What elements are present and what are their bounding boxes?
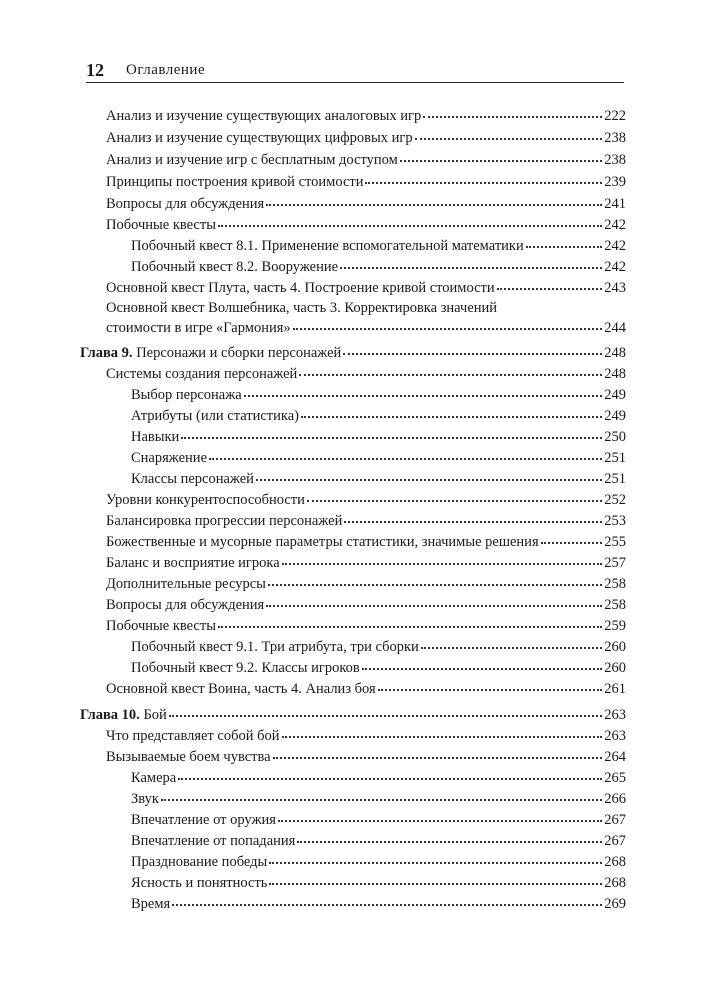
toc-entry[interactable]: Баланс и восприятие игрока 257 [106,553,626,573]
toc-entry-sub[interactable]: Побочный квест 8.2. Вооружение 242 [131,257,626,277]
toc-entry[interactable]: Балансировка прогрессии персонажей 253 [106,511,626,531]
toc-entry-sub[interactable]: Классы персонажей 251 [131,469,626,489]
chapter-label: Глава 9. [80,345,133,361]
toc-entry[interactable]: Уровни конкурентоспособности 252 [106,490,626,510]
toc-entry-sub[interactable]: Навыки 250 [131,427,626,447]
toc-entry[interactable]: Вопросы для обсуждения 258 [106,595,626,615]
toc-entry[interactable]: Вопросы для обсуждения 241 [106,194,626,214]
toc-entry[interactable]: Анализ и изучение игр с бесплатным доступом 238 [106,150,626,170]
running-title: Оглавление [126,62,206,78]
page-number: 12 [86,60,104,80]
toc-entry[interactable]: Что представляет собой бой 263 [106,726,626,746]
toc-entry[interactable]: Дополнительные ресурсы 258 [106,574,626,594]
toc-entry-sub[interactable]: Выбор персонажа 249 [131,385,626,405]
toc-entry[interactable]: Анализ и изучение существующих цифровых игр 238 [106,128,626,148]
toc-entry[interactable]: Побочные квесты 242 [106,215,626,235]
toc-entry-sub[interactable]: Снаряжение 251 [131,448,626,468]
chapter-title: Бой [143,707,167,723]
toc-chapter[interactable]: Глава 10. Бой 263 [80,705,626,725]
toc-entry-sub[interactable]: Звук 266 [131,789,626,809]
toc-chapter[interactable]: Глава 9. Персонажи и сборки персонажей 248 [80,343,626,363]
toc-entry[interactable]: Принципы построения кривой стоимости 239 [106,172,626,192]
toc-entry-sub[interactable]: Впечатление от попадания 267 [131,831,626,851]
toc-entry[interactable]: Основной квест Волшебника, часть 3. Корректировка значений стоимости в игре «Гармония» 244 [106,300,626,336]
toc-entry[interactable]: Основной квест Плута, часть 4. Построение кривой стоимости 243 [106,278,626,298]
toc-entry[interactable]: Побочные квесты 259 [106,616,626,636]
toc-entry-sub[interactable]: Атрибуты (или статистика) 249 [131,406,626,426]
toc-entry-sub[interactable]: Побочный квест 9.1. Три атрибута, три сборки 260 [131,637,626,657]
toc-entry[interactable]: Системы создания персонажей 248 [106,364,626,384]
toc-entry[interactable]: Основной квест Воина, часть 4. Анализ боя 261 [106,679,626,699]
toc-entry-sub[interactable]: Время 269 [131,894,626,914]
toc-entry-sub[interactable]: Впечатление от оружия 267 [131,810,626,830]
toc-entry-sub[interactable]: Празднование победы 268 [131,852,626,872]
chapter-label: Глава 10. [80,707,140,723]
toc-entry-sub[interactable]: Побочный квест 9.2. Классы игроков 260 [131,658,626,678]
toc-entry[interactable]: Вызываемые боем чувства 264 [106,747,626,767]
chapter-title: Персонажи и сборки персонажей [136,345,342,361]
toc-entry-sub[interactable]: Побочный квест 8.1. Применение вспомогательной математики 242 [131,236,626,256]
toc-entry-sub[interactable]: Ясность и понятность 268 [131,873,626,893]
toc-entry-sub[interactable]: Камера 265 [131,768,626,788]
toc-entry[interactable]: Анализ и изучение существующих аналоговых игр 222 [106,106,626,126]
toc-entry[interactable]: Божественные и мусорные параметры статистики, значимые решения 255 [106,532,626,552]
